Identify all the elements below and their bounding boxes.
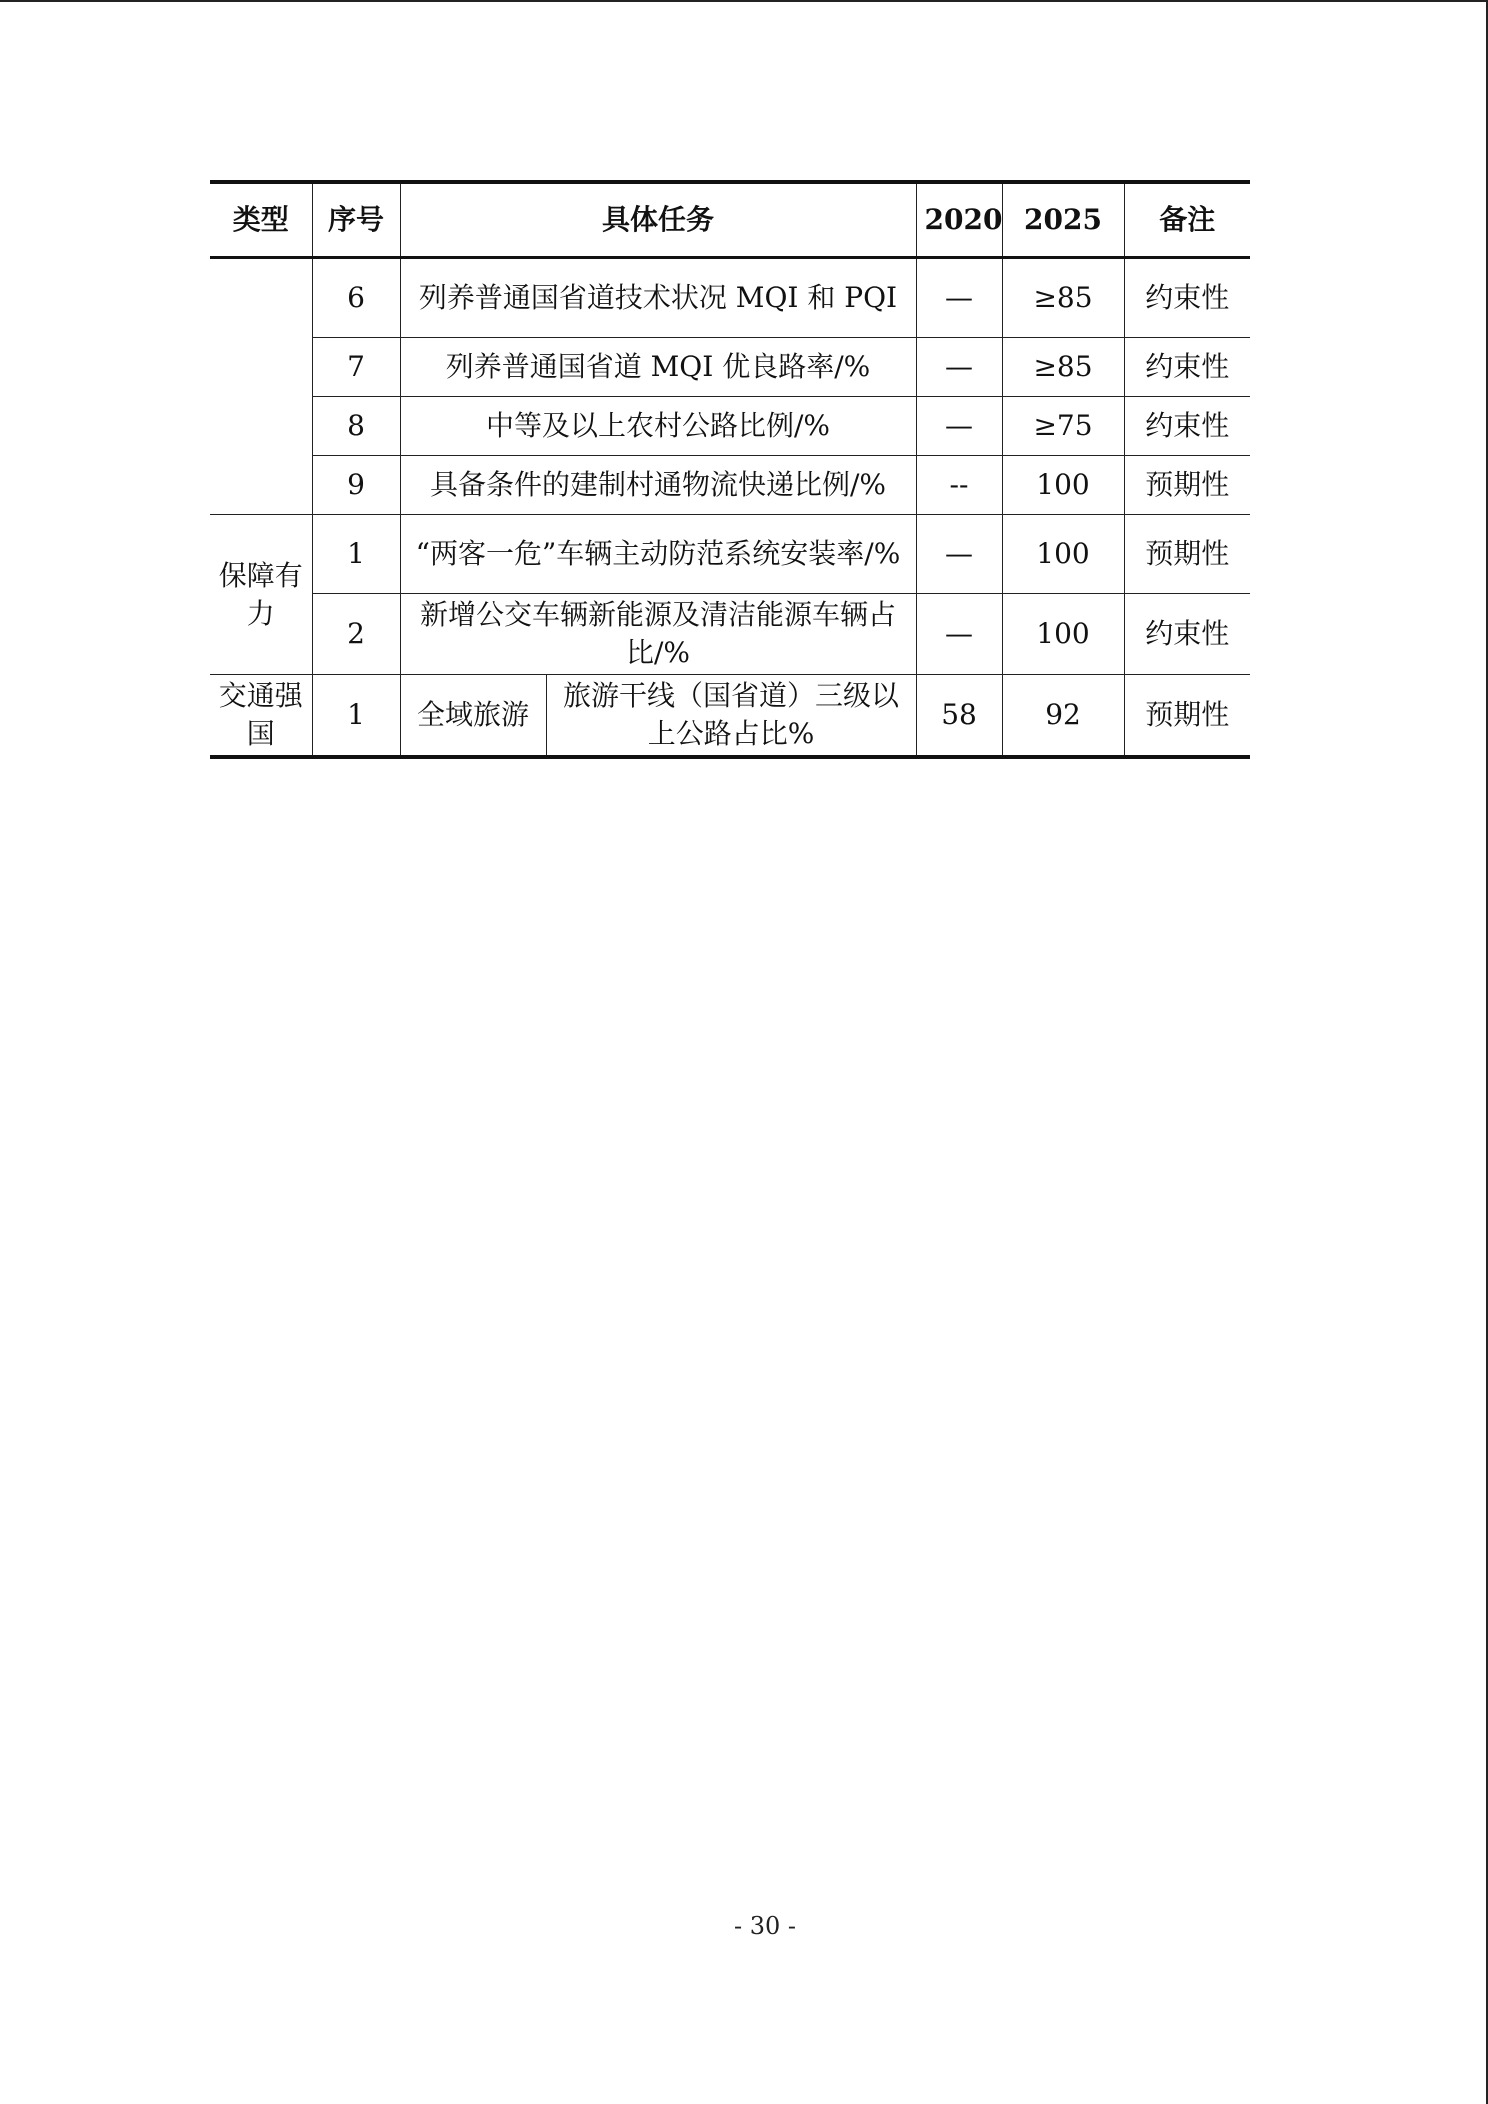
table-row (210, 258, 1250, 338)
row-task: 具备条件的建制村通物流快递比例/% (400, 456, 916, 515)
table-row (210, 397, 1250, 456)
row-2020: — (916, 338, 1002, 397)
row-no: 9 (312, 456, 400, 515)
indicator-table (210, 180, 1250, 759)
type-cell: 交通强国 (210, 675, 312, 758)
row-note: 预期性 (1124, 515, 1250, 594)
row-2025: 100 (1002, 594, 1124, 675)
row-note: 约束性 (1124, 397, 1250, 456)
row-note: 预期性 (1124, 456, 1250, 515)
table-row (210, 594, 1250, 675)
header-task: 具体任务 (400, 182, 916, 258)
row-task: 列养普通国省道技术状况 MQI 和 PQI (400, 258, 916, 338)
row-2020: — (916, 397, 1002, 456)
row-2025: ≥75 (1002, 397, 1124, 456)
page-top-border (0, 0, 1488, 2)
type-cell-empty (210, 258, 312, 515)
row-note: 约束性 (1124, 338, 1250, 397)
row-no: 1 (312, 675, 400, 758)
table-header-row (210, 182, 1250, 258)
row-2020: — (916, 258, 1002, 338)
row-2025: ≥85 (1002, 258, 1124, 338)
table-row (210, 515, 1250, 594)
header-2025: 2025 (1002, 182, 1124, 258)
row-no: 6 (312, 258, 400, 338)
header-note: 备注 (1124, 182, 1250, 258)
row-2025: ≥85 (1002, 338, 1124, 397)
type-cell: 保障有力 (210, 515, 312, 675)
row-2020: 58 (916, 675, 1002, 758)
row-task: 新增公交车辆新能源及清洁能源车辆占比/% (400, 594, 916, 675)
header-type: 类型 (210, 182, 312, 258)
row-note: 预期性 (1124, 675, 1250, 758)
row-2025: 100 (1002, 515, 1124, 594)
header-no: 序号 (312, 182, 400, 258)
row-note: 约束性 (1124, 594, 1250, 675)
row-task: “两客一危”车辆主动防范系统安装率/% (400, 515, 916, 594)
row-subcategory: 全域旅游 (400, 675, 546, 758)
row-2020: — (916, 515, 1002, 594)
table-row (210, 456, 1250, 515)
row-no: 7 (312, 338, 400, 397)
row-no: 8 (312, 397, 400, 456)
row-task: 旅游干线（国省道）三级以上公路占比% (546, 675, 916, 758)
row-task: 中等及以上农村公路比例/% (400, 397, 916, 456)
row-note: 约束性 (1124, 258, 1250, 338)
row-2025: 100 (1002, 456, 1124, 515)
header-2020: 2020 (916, 182, 1002, 258)
row-2020: — (916, 594, 1002, 675)
row-no: 1 (312, 515, 400, 594)
row-2025: 92 (1002, 675, 1124, 758)
row-2020: -- (916, 456, 1002, 515)
table-row (210, 338, 1250, 397)
page-number: - 30 - (733, 1912, 796, 1940)
row-no: 2 (312, 594, 400, 675)
table-row (210, 675, 1250, 758)
row-task: 列养普通国省道 MQI 优良路率/% (400, 338, 916, 397)
